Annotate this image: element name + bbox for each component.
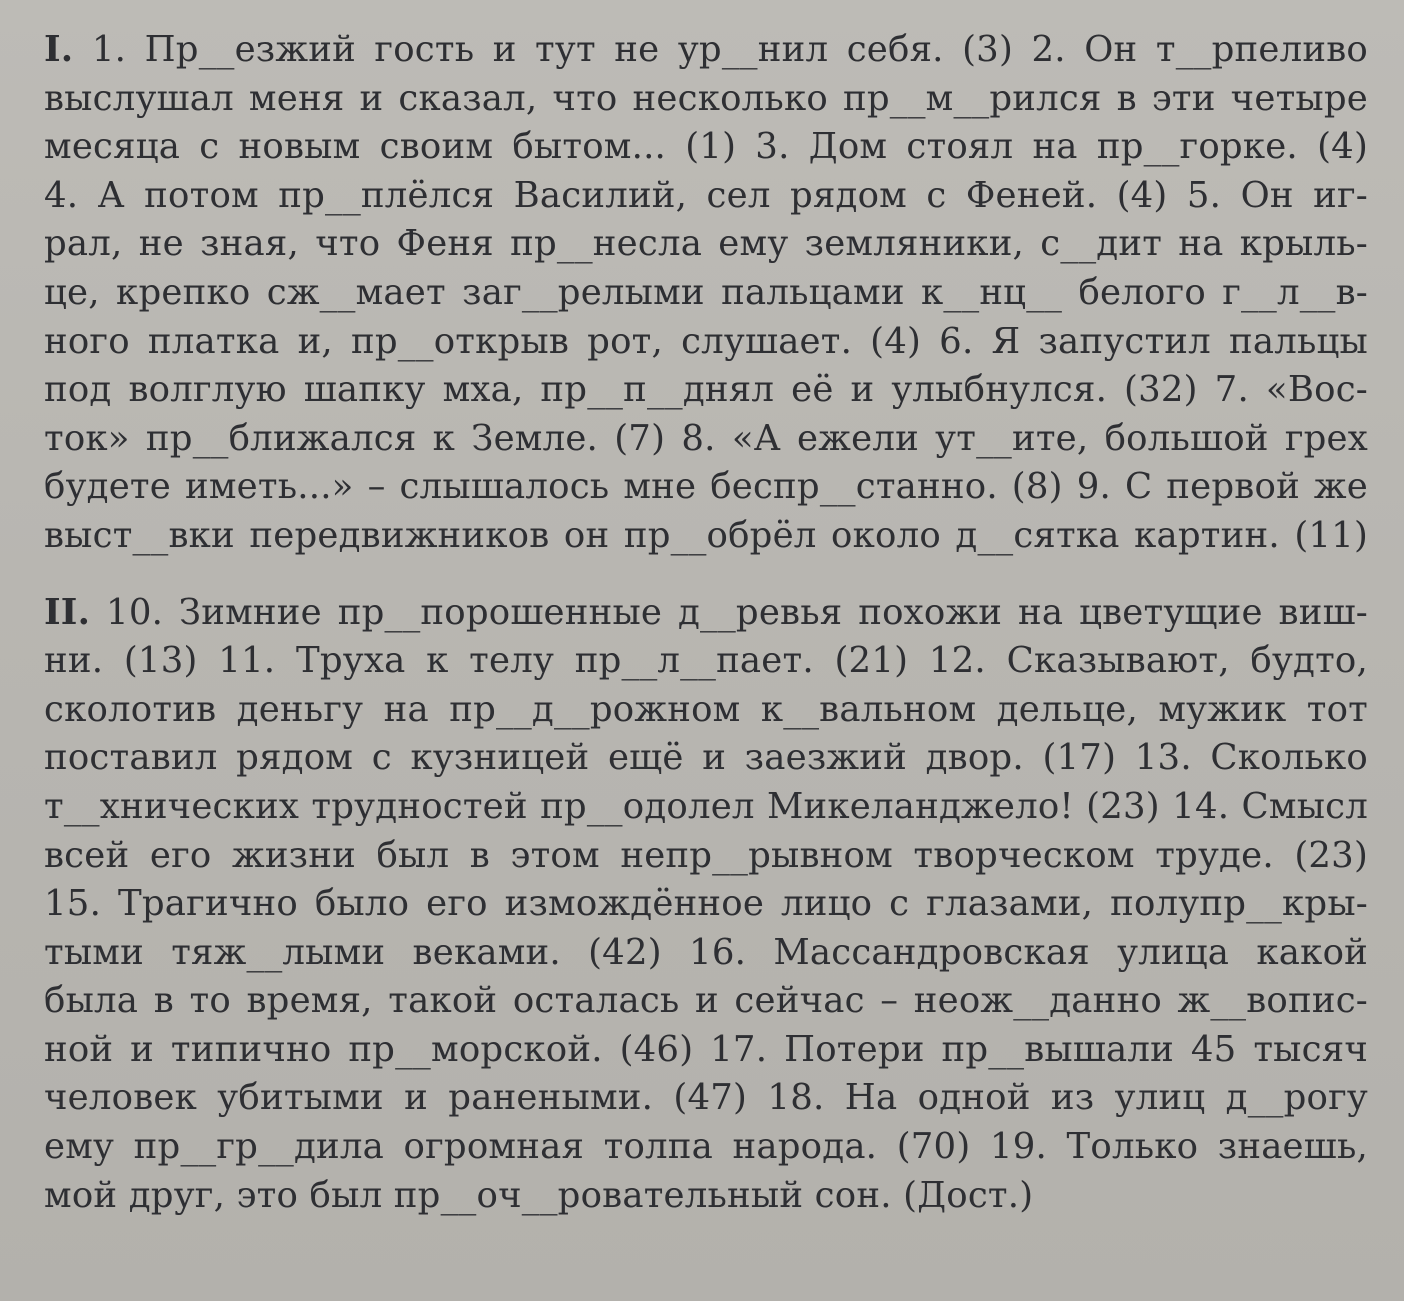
text-line: ему пр__гр__дила огромная толпа народа. (70) 19. Только знаешь, <box>44 1126 1368 1168</box>
text-line: сколотив деньгу на пр__д__рожном к__вальном дельце, мужик тот <box>44 688 1368 730</box>
text-line: т__хнических трудностей пр__одолел Микеланджело! (23) 14. Смысл <box>44 785 1368 827</box>
section-numeral: I. <box>44 29 74 70</box>
text-line: ной и типично пр__морской. (46) 17. Потери пр__вышали 45 тысяч <box>44 1028 1368 1070</box>
text-line: выст__вки передвижников он пр__обрёл около д__сятка картин. (11) <box>44 514 1368 556</box>
text-line: была в то время, такой осталась и сейчас – неож__данно ж__вопис- <box>44 980 1368 1022</box>
text-line <box>44 26 1368 75</box>
text-line: рал, не зная, что Феня пр__несла ему земляники, с__дит на крыль- <box>44 223 1368 265</box>
text-line: человек убитыми и ранеными. (47) 18. На одной из улиц д__рогу <box>44 1077 1368 1119</box>
line-text: 10. Зимние пр__порошенные д__ревья похожи на цветущие виш- <box>106 591 1368 633</box>
exercise-section-2 <box>44 589 1368 1221</box>
text-line: ток» пр__ближался к Земле. (7) 8. «А ежели ут__ите, большой грех <box>44 417 1368 459</box>
text-line: тыми тяж__лыми веками. (42) 16. Массандровская улица какой <box>44 931 1368 973</box>
text-line: 15. Трагично было его измождённое лицо с глазами, полупр__кры- <box>44 883 1368 925</box>
text-line: 4. А потом пр__плёлся Василий, сел рядом с Феней. (4) 5. Он иг- <box>44 174 1368 216</box>
text-line: це, крепко сж__мает заг__релыми пальцами к__нц__ белого г__л__в- <box>44 271 1368 313</box>
text-line: ни. (13) 11. Труха к телу пр__л__пает. (21) 12. Сказывают, будто, <box>44 640 1368 682</box>
section-numeral: II. <box>44 591 91 633</box>
text-line: будете иметь...» – слышалось мне беспр__станно. (8) 9. С первой же <box>44 466 1368 508</box>
exercise-section-1 <box>44 26 1368 561</box>
text-line: под волглую шапку мха, пр__п__днял её и улыбнулся. (32) 7. «Вос- <box>44 369 1368 411</box>
line-text: 1. Пр__езжий гость и тут не ур__нил себя. (3) 2. Он т__рпеливо <box>91 29 1368 70</box>
text-line: поставил рядом с кузницей ещё и заезжий двор. (17) 13. Сколько <box>44 737 1368 779</box>
text-line <box>44 589 1368 638</box>
text-line: выслушал меня и сказал, что несколько пр__м__рился в эти четыре <box>44 77 1368 119</box>
text-line: мой друг, это был пр__оч__ровательный сон. (Дост.) <box>44 1174 1034 1216</box>
text-line: месяца с новым своим бытом... (1) 3. Дом стоял на пр__горке. (4) <box>44 126 1368 168</box>
text-line: всей его жизни был в этом непр__рывном творческом труде. (23) <box>44 834 1368 876</box>
text-line: ного платка и, пр__открыв рот, слушает. (4) 6. Я запустил пальцы <box>44 320 1368 362</box>
